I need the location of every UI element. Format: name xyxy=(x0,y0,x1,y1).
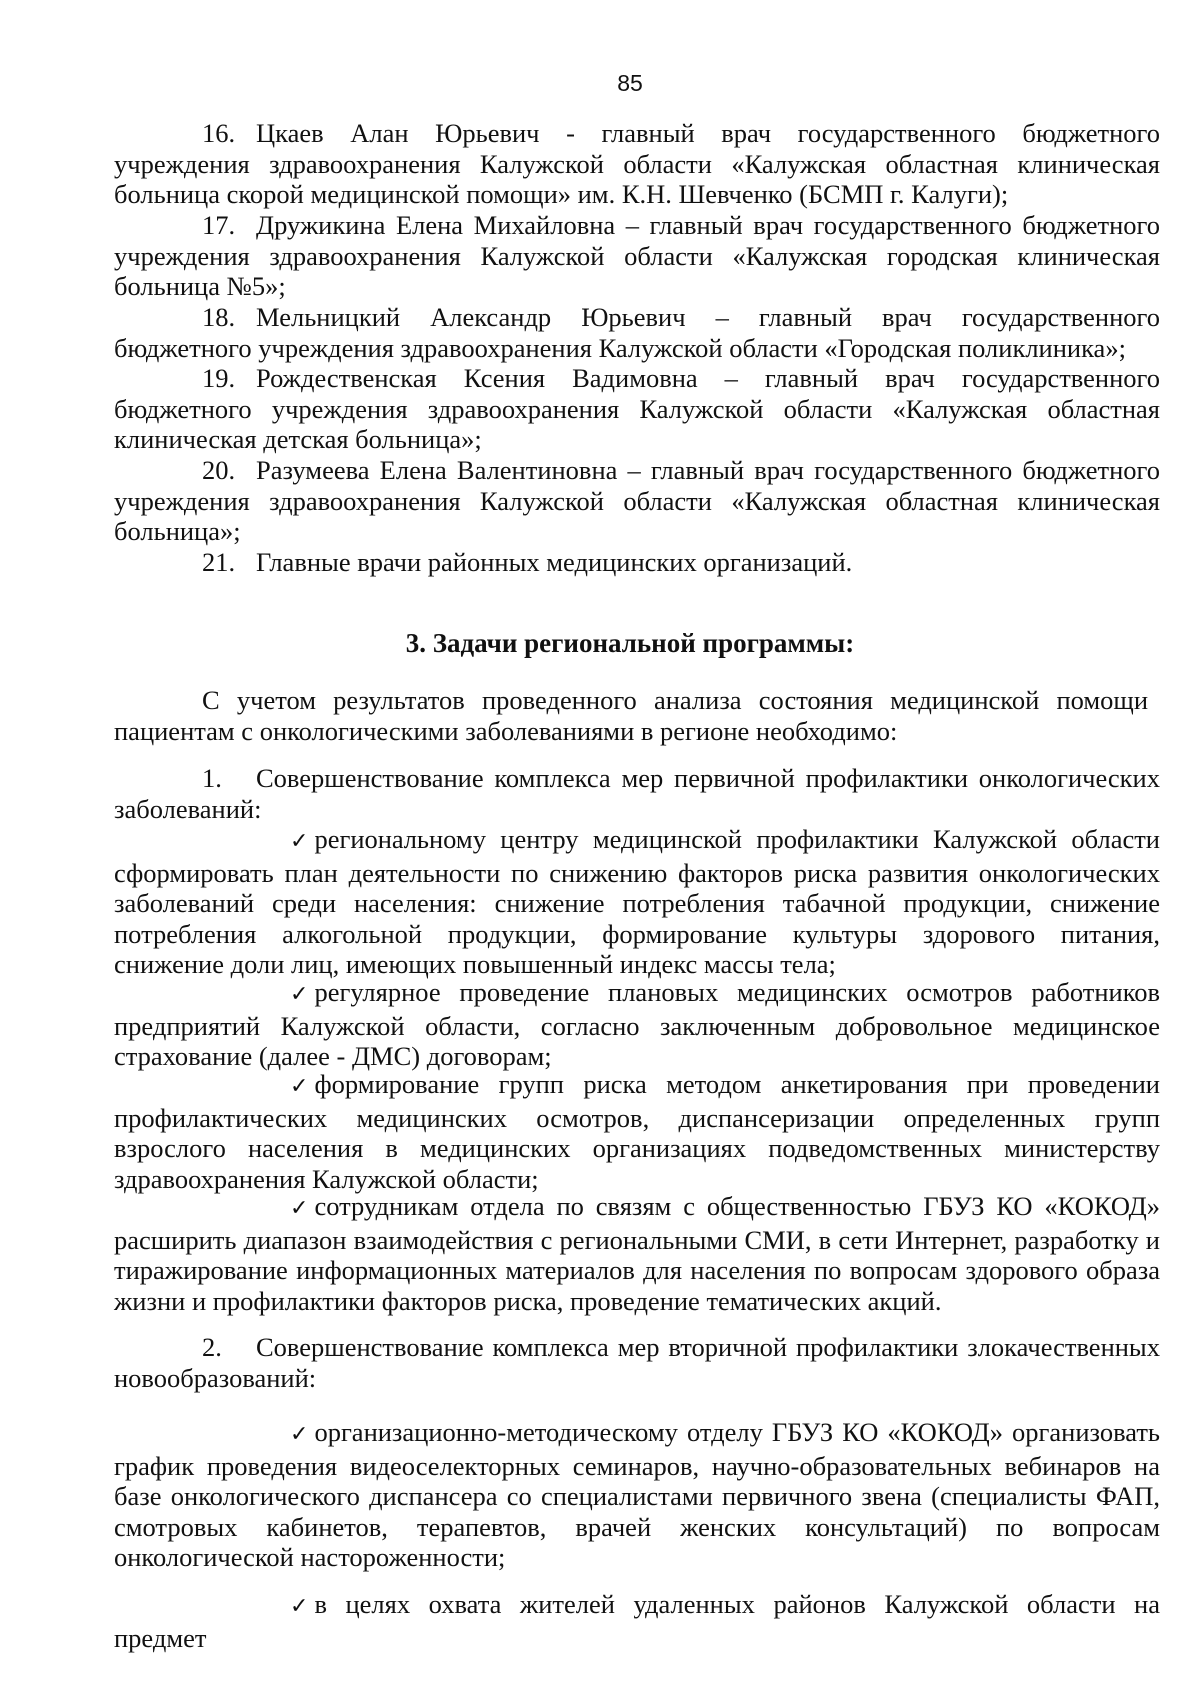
list-item-text: Рождественская Ксения Вадимовна – главный врач государственного бюджетного учреждения здравоохранения Калужской области «Калужская областная клиническая детская больница»; xyxy=(114,363,1160,454)
task-title: Совершенствование комплекса мер вторичной профилактики злокачественных новообразований: xyxy=(114,1332,1160,1393)
list-item-text: Цкаев Алан Юрьевич - главный врач государственного бюджетного учреждения здравоохранения Калужской области «Калужская областная клиническая больница скорой медицинской помощи» им. К.Н. Шевченко (БСМП г. Калуги); xyxy=(114,118,1160,209)
task-item-text: в целях охвата жителей удаленных районов Калужской области на предмет xyxy=(114,1589,1160,1653)
intro-paragraph: С учетом результатов проведенного анализа состояния медицинской помощи пациентам с онкологическими заболеваниями в регионе необходимо: xyxy=(114,685,1148,746)
task-item-text: регулярное проведение плановых медицинских осмотров работников предприятий Калужской области, согласно заключенным добровольное медицинское страхование (далее - ДМС) договорам; xyxy=(114,977,1160,1071)
page-number: 85 xyxy=(617,70,643,96)
task-1-title xyxy=(114,763,1160,824)
list-item-17 xyxy=(114,210,1160,302)
list-item-text: Дружикина Елена Михайловна – главный врач государственного бюджетного учреждения здравоохранения Калужской области «Калужская городская клиническая больница №5»; xyxy=(114,210,1160,301)
checkmark-icon: ✓ xyxy=(290,829,309,854)
task-1-item-3 xyxy=(114,1069,1160,1194)
task-item-text: формирование групп риска методом анкетирования при проведении профилактических медицинских осмотров, диспансеризации определенных групп взрослого населения в медицинских организациях подведомственных министерству здравоохранения Калужской области; xyxy=(114,1069,1160,1194)
list-item-number: 18. xyxy=(202,302,236,332)
list-item-16 xyxy=(114,118,1160,210)
list-item-number: 16. xyxy=(202,118,236,148)
section-heading: 3. Задачи региональной программы: xyxy=(405,628,855,658)
task-title: Совершенствование комплекса мер первичной профилактики онкологических заболеваний: xyxy=(114,763,1160,824)
list-item-number: 19. xyxy=(202,363,236,393)
checkmark-icon: ✓ xyxy=(290,982,309,1007)
checkmark-icon: ✓ xyxy=(290,1422,309,1447)
task-item-text: регионaльному центру медицинской профилактики Калужской области сформировать план деятельности по снижению факторов риска развития онкологических заболеваний среди населения: снижение потребления табачной продукции, снижение потребления алкогольной продукции, формирование культуры здорового питания, снижение доли лиц, имеющих повышенный индекс массы тела; xyxy=(114,824,1160,979)
checkmark-icon: ✓ xyxy=(290,1594,309,1619)
task-item-text: организационно-методическому отделу ГБУЗ КО «КОКОД» организовать график проведения видеоселекторных семинаров, научно-образовательных вебинаров на базе онкологического диспансера со специалистами первичного звена (специалисты ФАП, смотровых кабинетов, терапевтов, врачей женских консультаций) по вопросам онкологической настороженности; xyxy=(114,1417,1160,1572)
task-number: 1. xyxy=(202,763,222,793)
list-item-number: 21. xyxy=(202,547,236,577)
list-item-text: Главные врачи районных медицинских организаций. xyxy=(256,547,853,577)
task-1-item-2 xyxy=(114,977,1160,1072)
task-1-item-1 xyxy=(114,824,1160,980)
list-item-number: 20. xyxy=(202,455,236,485)
list-item-text: Мельницкий Александр Юрьевич – главный врач государственного бюджетного учреждения здравоохранения Калужской области «Городская поликлиника»; xyxy=(114,302,1160,363)
task-1-item-4 xyxy=(114,1191,1160,1316)
task-number: 2. xyxy=(202,1332,222,1362)
task-item-text: сотрудникам отдела по связям с общественностью ГБУЗ КО «КОКОД» расширить диапазон взаимодействия с региональными СМИ, в сети Интернет, разработку и тиражирование информационных материалов для населения по вопросам здорового образа жизни и профилактики факторов риска, проведение тематических акций. xyxy=(114,1191,1160,1316)
checkmark-icon: ✓ xyxy=(290,1074,309,1099)
task-2-item-2 xyxy=(114,1589,1160,1653)
list-item-19 xyxy=(114,363,1160,455)
list-item-number: 17. xyxy=(202,210,236,240)
task-2-item-1 xyxy=(114,1417,1160,1573)
list-item-text: Разумеева Елена Валентиновна – главный врач государственного бюджетного учреждения здравоохранения Калужской области «Калужская областная клиническая больница»; xyxy=(114,455,1160,546)
list-item-21 xyxy=(114,547,1160,578)
list-item-18 xyxy=(114,302,1160,363)
checkmark-icon: ✓ xyxy=(290,1196,309,1221)
list-item-20 xyxy=(114,455,1160,547)
task-2-title xyxy=(114,1332,1160,1393)
